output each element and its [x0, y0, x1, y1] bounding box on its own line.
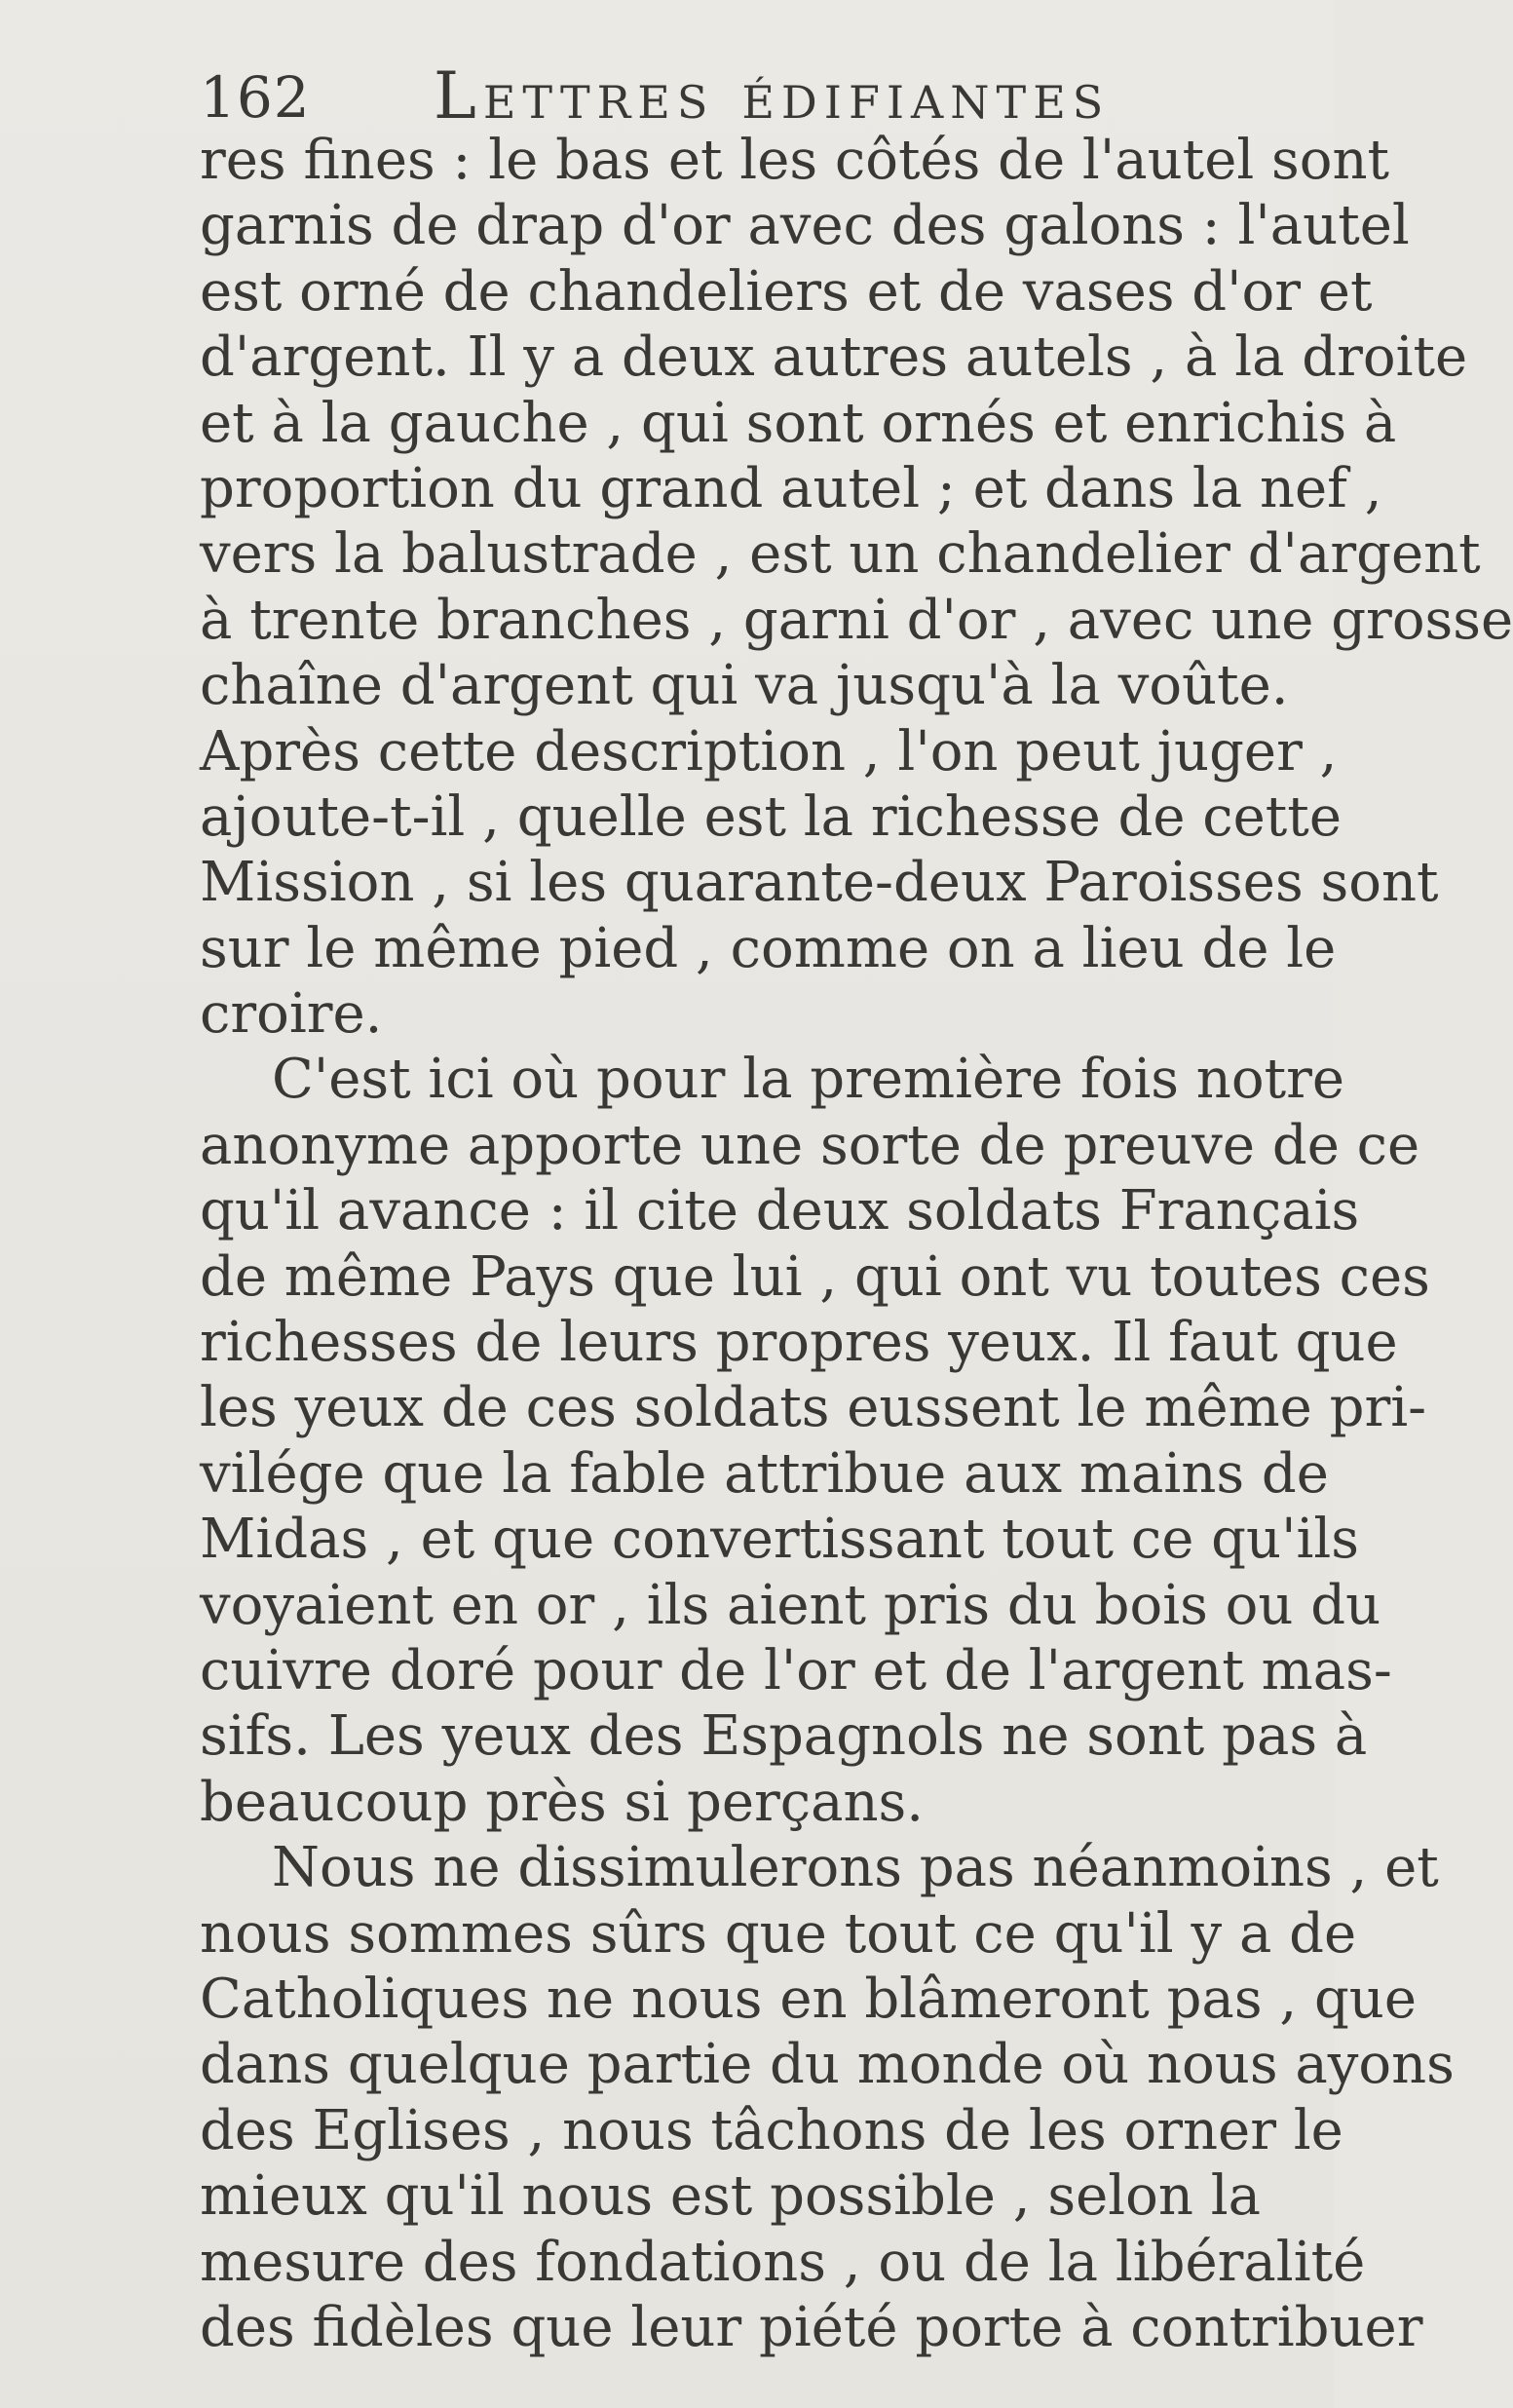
text-line: mieux qu'il nous est possible , selon la — [200, 2164, 1262, 2229]
text-line: sur le même pied , comme on a lieu de le — [200, 916, 1337, 980]
text-line: cuivre doré pour de l'or et de l'argent mas- — [200, 1638, 1392, 1702]
paragraph-end-line: beaucoup près si perçans. — [200, 1770, 925, 1834]
paragraph-start-line: C'est ici où pour la première fois notre — [272, 1048, 1344, 1112]
text-line: Mission , si les quarante-deux Paroisses sont — [200, 851, 1439, 915]
text-line: garnis de drap d'or avec des galons : l'autel — [200, 194, 1410, 258]
text-line: nous sommes sûrs que tout ce qu'il y a de — [200, 1901, 1357, 1966]
text-line: qu'il avance : il cite deux soldats Français — [200, 1179, 1360, 1243]
text-line: voyaient en or , ils aient pris du bois ou du — [200, 1573, 1381, 1637]
text-line: ajoute-t-il , quelle est la richesse de cette — [200, 784, 1342, 849]
text-line: à trente branches , garni d'or , avec une grosse — [200, 588, 1513, 652]
text-line: les yeux de ces soldats eussent le même pri- — [200, 1376, 1427, 1440]
paragraph-start-line: Nous ne dissimulerons pas néanmoins , et — [272, 1836, 1439, 1900]
body-text — [200, 128, 1513, 2360]
text-line: Catholiques ne nous en blâmeront pas , que — [200, 1967, 1418, 2031]
text-line: Après cette description , l'on peut juger , — [200, 719, 1338, 784]
running-title: Lettres édifiantes — [434, 58, 1111, 134]
text-line: richesses de leurs propres yeux. Il faut que — [200, 1311, 1398, 1375]
text-line: des Eglises , nous tâchons de les orner le — [200, 2098, 1343, 2162]
paragraph-end-line: croire. — [200, 982, 383, 1047]
text-line: Midas , et que convertissant tout ce qu'ils — [200, 1508, 1360, 1572]
text-line: vilége que la fable attribue aux mains de — [200, 1441, 1329, 1506]
text-line: d'argent. Il y a deux autres autels , à la droite — [200, 325, 1468, 390]
text-line: anonyme apporte une sorte de preuve de ce — [200, 1113, 1420, 1177]
page-header — [200, 57, 1262, 134]
text-line: des fidèles que leur piété porte à contribuer — [200, 2295, 1423, 2359]
text-line: est orné de chandeliers et de vases d'or et — [200, 259, 1373, 324]
text-line: dans quelque partie du monde où nous ayons — [200, 2033, 1455, 2097]
text-line: sifs. Les yeux des Espagnols ne sont pas à — [200, 1704, 1368, 1769]
text-line: res fines : le bas et les côtés de l'autel sont — [200, 129, 1390, 192]
text-line: mesure des fondations , ou de la libéralité — [200, 2230, 1366, 2294]
text-line: vers la balustrade , est un chandelier d'argent — [200, 522, 1481, 587]
text-line: chaîne d'argent qui va jusqu'à la voûte. — [200, 654, 1289, 718]
text-line: proportion du grand autel ; et dans la nef , — [200, 456, 1382, 520]
text-line: de même Pays que lui , qui ont vu toutes ces — [200, 1244, 1430, 1309]
text-line: et à la gauche , qui sont ornés et enrichis à — [200, 391, 1397, 455]
page-number: 162 — [200, 64, 311, 131]
